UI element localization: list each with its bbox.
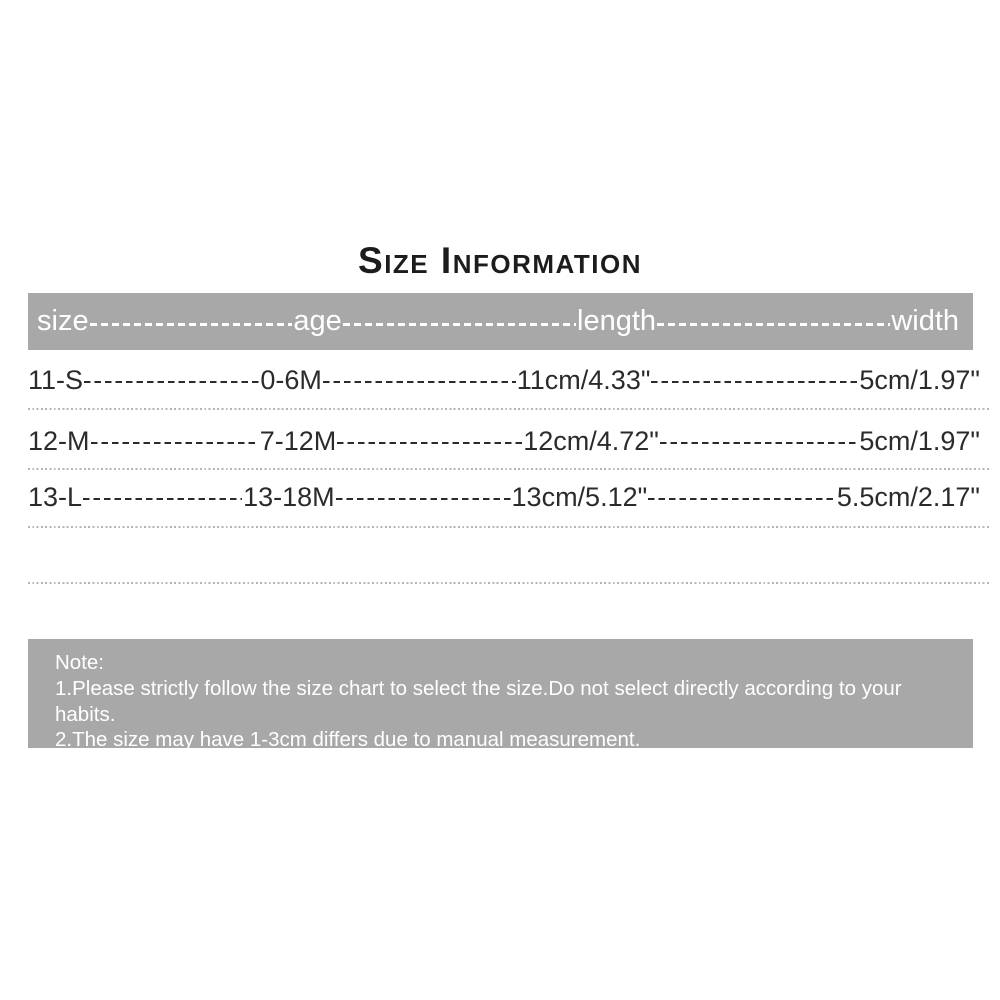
row-separator xyxy=(28,408,990,410)
cell-size: 13-L xyxy=(28,482,83,512)
row-dash-leader xyxy=(651,381,858,384)
row-separator xyxy=(28,468,990,470)
column-header-width: width xyxy=(891,305,960,337)
header-dash-leader xyxy=(343,323,576,326)
row-dash-leader xyxy=(83,498,242,501)
table-row xyxy=(28,481,980,513)
cell-width: 5.5cm/2.17" xyxy=(836,482,981,512)
bottom-separator xyxy=(28,582,990,584)
cell-size: 12-M xyxy=(28,426,90,456)
cell-age: 13-18M xyxy=(243,482,335,512)
page-title: Size Information xyxy=(358,240,642,281)
column-header-size: size xyxy=(37,305,89,337)
row-dash-leader xyxy=(336,498,511,501)
table-header-band xyxy=(28,293,973,350)
row-dash-leader xyxy=(91,442,259,445)
cell-length: 12cm/4.72" xyxy=(523,426,659,456)
cell-length: 11cm/4.33" xyxy=(516,365,651,395)
table-row xyxy=(28,425,980,457)
row-dash-leader xyxy=(660,442,858,445)
header-dash-leader xyxy=(90,323,293,326)
note-line-1: 1.Please strictly follow the size chart to select the size.Do not select directly according to your habits. xyxy=(55,676,902,726)
cell-width: 5cm/1.97" xyxy=(859,365,980,395)
row-separator xyxy=(28,526,990,528)
column-header-age: age xyxy=(293,305,342,337)
note-line-2: 2.The size may have 1-3cm differs due to manual measurement. xyxy=(55,728,641,752)
cell-age: 0-6M xyxy=(260,365,322,395)
cell-size: 11-S xyxy=(28,365,84,395)
column-header-length: length xyxy=(577,305,657,337)
row-dash-leader xyxy=(648,498,836,501)
table-row xyxy=(28,364,980,396)
row-dash-leader xyxy=(323,381,516,384)
cell-length: 13cm/5.12" xyxy=(511,482,648,512)
cell-width: 5cm/1.97" xyxy=(859,426,980,456)
note-title: Note: xyxy=(55,651,104,674)
cell-age: 7-12M xyxy=(259,426,337,456)
row-dash-leader xyxy=(337,442,522,445)
header-dash-leader xyxy=(657,323,890,326)
row-dash-leader xyxy=(84,381,259,384)
note-box xyxy=(28,639,973,752)
